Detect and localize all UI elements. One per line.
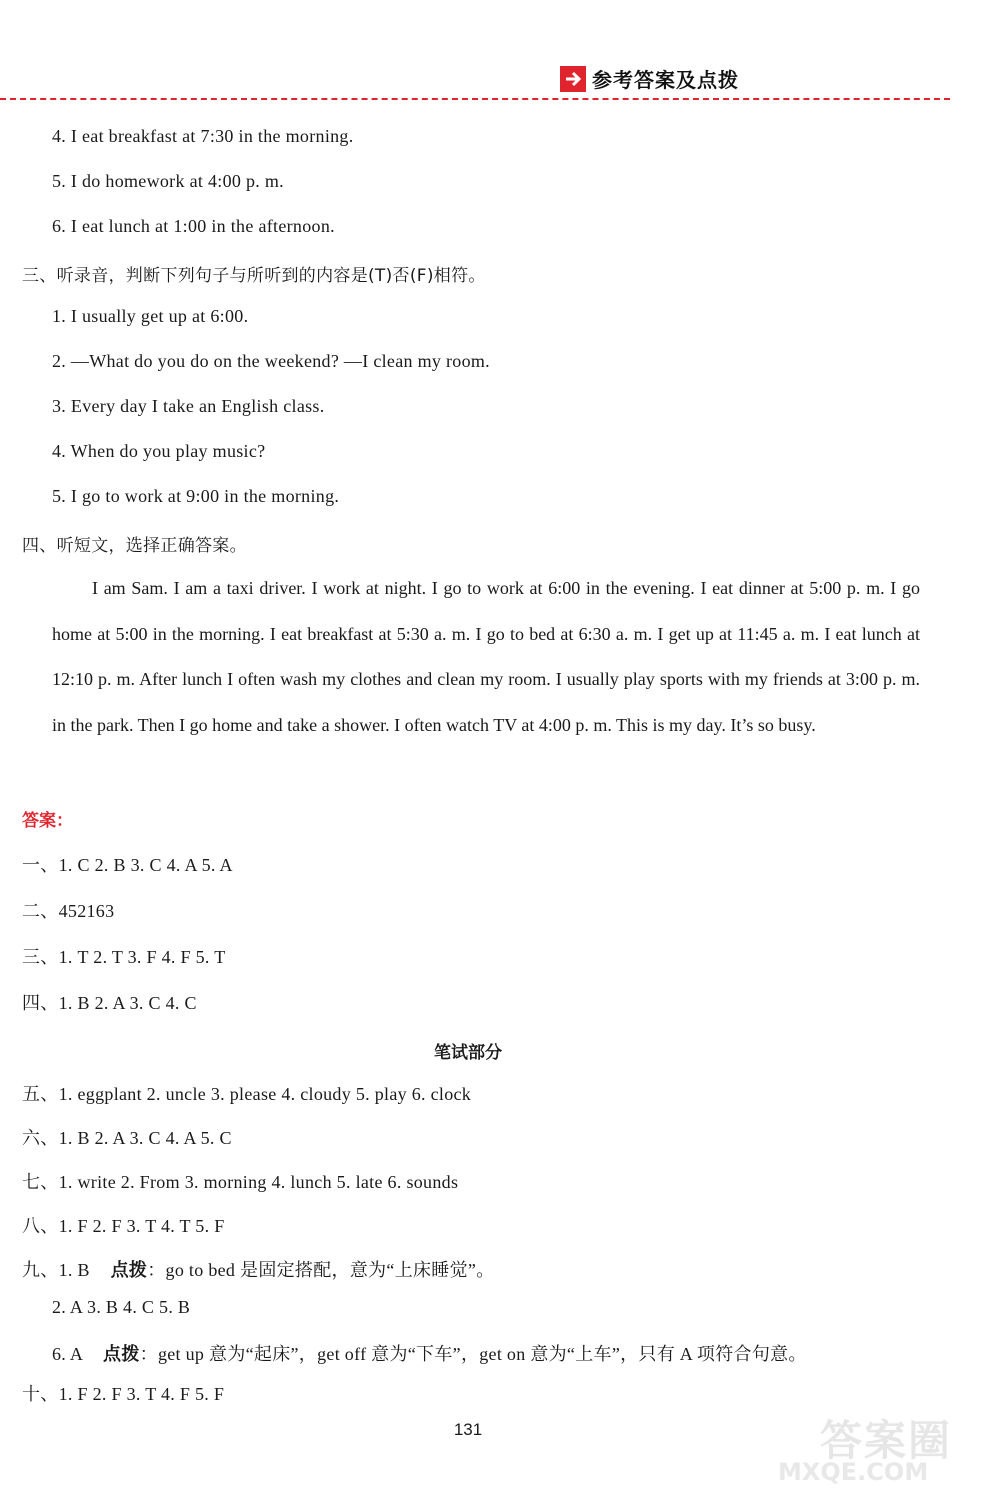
section-3-item-3: 3. Every day I take an English class. xyxy=(52,396,325,416)
listening-line-4: 4. I eat breakfast at 7:30 in the morning. xyxy=(52,126,354,146)
answer-line-9-1 xyxy=(22,1256,495,1282)
header-title: 参考答案及点拨 xyxy=(592,68,739,92)
answer-line-9-2-5: 2. A 3. B 4. C 5. B xyxy=(52,1297,191,1317)
section-3-item-4: 4. When do you play music? xyxy=(52,441,266,461)
answer-line-6: 六、1. B 2. A 3. C 4. A 5. C xyxy=(22,1128,232,1148)
answer-9-6-prefix: 6. A xyxy=(52,1344,83,1364)
section-3-item-1: 1. I usually get up at 6:00. xyxy=(52,306,249,326)
watermark-url: MXQE.COM xyxy=(778,1458,929,1486)
answer-line-2: 二、452163 xyxy=(22,901,115,921)
answer-line-5: 五、1. eggplant 2. uncle 3. please 4. cloudy 5. play 6. clock xyxy=(22,1084,472,1104)
tip-text-9-1: ：go to bed 是固定搭配，意为“上床睡觉”。 xyxy=(147,1260,495,1280)
answer-line-10: 十、1. F 2. F 3. T 4. F 5. F xyxy=(22,1384,225,1404)
answer-9-1-prefix: 九、1. B xyxy=(22,1260,90,1280)
answer-line-8: 八、1. F 2. F 3. T 4. T 5. F xyxy=(22,1216,225,1236)
page-header xyxy=(0,58,1000,108)
page-number: 131 xyxy=(453,1420,483,1439)
answer-line-9-6 xyxy=(52,1340,807,1366)
listening-line-6: 6. I eat lunch at 1:00 in the afternoon. xyxy=(52,216,335,236)
answer-line-7: 七、1. write 2. From 3. morning 4. lunch 5. late 6. sounds xyxy=(22,1172,459,1192)
watermark-logo: 答案圈 xyxy=(820,1416,953,1465)
watermark xyxy=(770,1408,995,1488)
written-section-title: 笔试部分 xyxy=(434,1043,502,1063)
header-dashed-divider xyxy=(0,98,950,100)
answers-label: 答案： xyxy=(22,811,73,831)
section-3-item-5: 5. I go to work at 9:00 in the morning. xyxy=(52,486,340,506)
answer-line-1: 一、1. C 2. B 3. C 4. A 5. A xyxy=(22,855,233,875)
tip-label: 点拨 xyxy=(110,1260,148,1281)
arrow-right-icon xyxy=(560,66,586,92)
tip-text-9-6: ：get up 意为“起床”，get off 意为“下车”，get on 意为“上车”，只有 A 项符合句意。 xyxy=(139,1344,807,1364)
answer-line-3: 三、1. T 2. T 3. F 4. F 5. T xyxy=(22,947,226,967)
tip-label: 点拨 xyxy=(103,1344,140,1365)
section-4-passage: I am Sam. I am a taxi driver. I work at night. I go to work at 6:00 in the evening. I eat dinner at 5:00 p. m. I go home at 5:00 in the morning. I eat breakfast at 5:30 a. m. I go to bed at 6:30 a. m. I get up at 11:45 a. m. I eat lunch at 12:10 p. m. After lunch I often wash my clothes and clean my room. I usually play sports with my friends at 3:00 p. m. in the park. Then I go home and take a shower. I often watch TV at 4:00 p. m. This is my day. It’s so busy. xyxy=(52,578,920,735)
answer-line-4: 四、1. B 2. A 3. C 4. C xyxy=(22,993,197,1013)
section-3-item-2: 2. —What do you do on the weekend? —I clean my room. xyxy=(52,351,490,371)
section-3-heading: 三、听录音，判断下列句子与所听到的内容是(T)否(F)相符。 xyxy=(22,266,486,286)
header-tag xyxy=(560,64,743,93)
section-4-heading: 四、听短文，选择正确答案。 xyxy=(22,536,247,556)
listening-line-5: 5. I do homework at 4:00 p. m. xyxy=(52,171,284,191)
